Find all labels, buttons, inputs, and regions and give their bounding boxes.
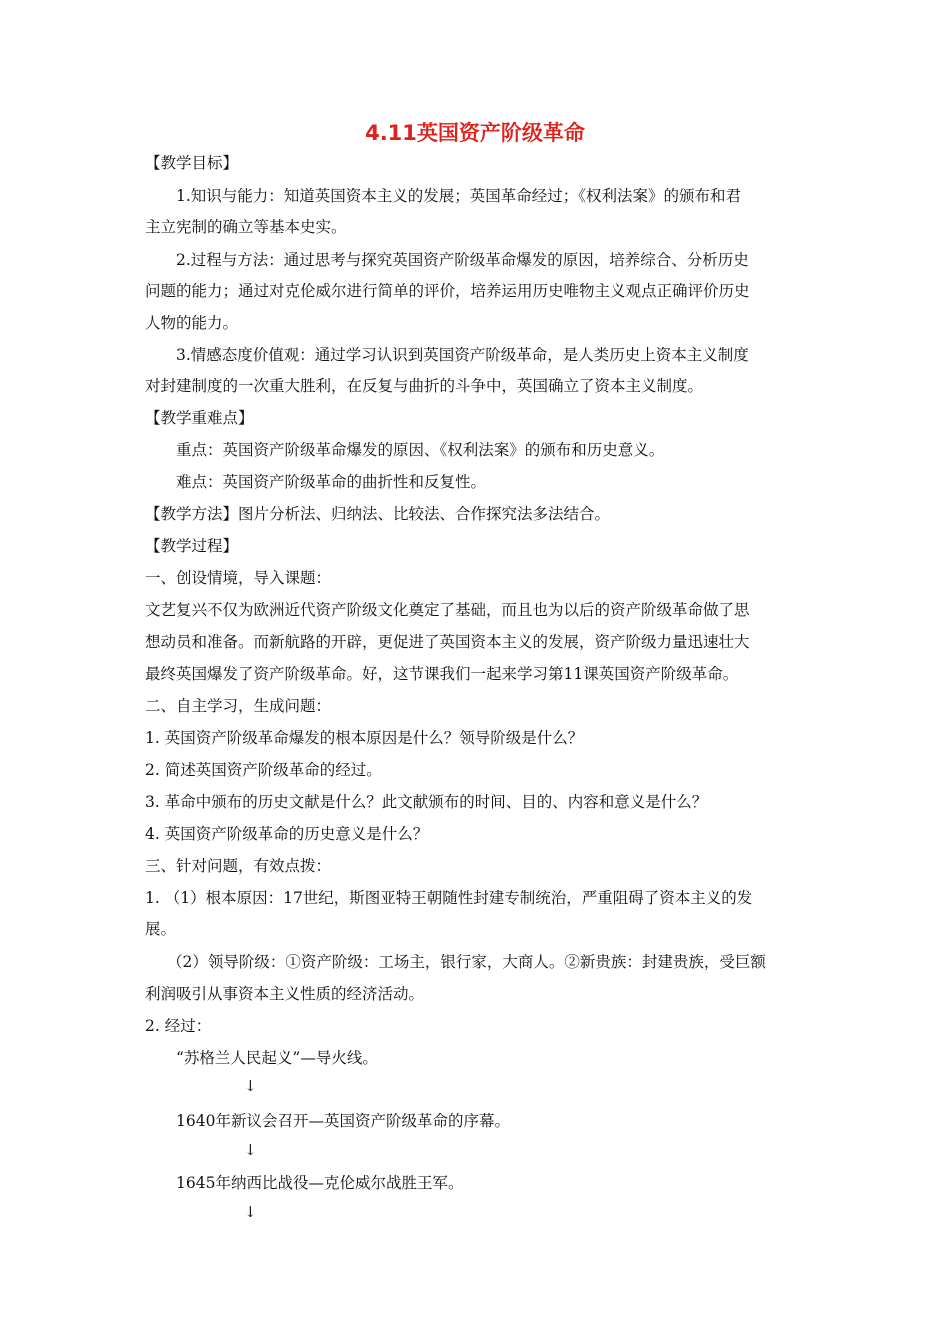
paragraph-line: （2）领导阶级：①资产阶级：工场主，银行家，大商人。②新贵族：封建贵族，受巨额: [167, 953, 766, 971]
heading-objectives: 【教学目标】: [145, 154, 239, 172]
paragraph-line: 对封建制度的一次重大胜利，在反复与曲折的斗争中，英国确立了资本主义制度。: [145, 377, 704, 395]
down-arrow-icon: ↓: [244, 1141, 257, 1159]
list-item: 2. 简述英国资产阶级革命的经过。: [145, 761, 382, 779]
section-heading: 一、创设情境，导入课题：: [145, 569, 332, 587]
paragraph-line: 3.情感态度价值观：通过学习认识到英国资产阶级革命，是人类历史上资本主义制度: [176, 346, 749, 364]
paragraph-line: 2.过程与方法：通过思考与探究英国资产阶级革命爆发的原因，培养综合、分析历史: [176, 251, 749, 269]
down-arrow-icon: ↓: [244, 1203, 257, 1221]
down-arrow-icon: ↓: [244, 1077, 257, 1095]
heading-methods: 【教学方法】图片分析法、归纳法、比较法、合作探究法多法结合。: [145, 505, 611, 523]
document-title: 4.11英国资产阶级革命: [365, 121, 585, 145]
paragraph-line: 主立宪制的确立等基本史实。: [145, 218, 347, 236]
section-heading: 二、自主学习，生成问题：: [145, 697, 332, 715]
list-item: 3. 革命中颁布的历史文献是什么？此文献颁布的时间、目的、内容和意义是什么？: [145, 793, 708, 811]
heading-process: 【教学过程】: [145, 537, 239, 555]
heading-key-points: 【教学重难点】: [145, 409, 254, 427]
paragraph-line: 人物的能力。: [145, 314, 239, 332]
paragraph-line: 利润吸引从事资本主义性质的经济活动。: [145, 985, 425, 1003]
flow-step: “苏格兰人民起义”—导火线。: [176, 1049, 378, 1067]
paragraph-line: 文艺复兴不仅为欧洲近代资产阶级文化奠定了基础，而且也为以后的资产阶级革命做了思: [145, 601, 750, 619]
flow-step: 1640年新议会召开—英国资产阶级革命的序幕。: [176, 1112, 510, 1130]
flow-step: 1645年纳西比战役—克伦威尔战胜王军。: [176, 1174, 464, 1192]
paragraph-line: 最终英国爆发了资产阶级革命。好，这节课我们一起来学习第11课英国资产阶级革命。: [145, 665, 739, 683]
list-item: 4. 英国资产阶级革命的历史意义是什么？: [145, 825, 429, 843]
paragraph-line: 展。: [145, 920, 177, 938]
paragraph-line: 1. （1）根本原因：17世纪，斯图亚特王朝随性封建专制统治，严重阻碍了资本主义的发: [145, 889, 753, 907]
paragraph-line: 重点：英国资产阶级革命爆发的原因、《权利法案》的颁布和历史意义。: [176, 441, 665, 459]
list-item: 2. 经过：: [145, 1017, 212, 1035]
paragraph-line: 想动员和准备。而新航路的开辟，更促进了英国资本主义的发展，资产阶级力量迅速壮大: [145, 633, 750, 651]
paragraph-line: 1.知识与能力：知道英国资本主义的发展；英国革命经过；《权利法案》的颁布和君: [176, 187, 742, 205]
list-item: 1. 英国资产阶级革命爆发的根本原因是什么？领导阶级是什么？: [145, 729, 584, 747]
paragraph-line: 问题的能力；通过对克伦威尔进行简单的评价，培养运用历史唯物主义观点正确评价历史: [145, 282, 750, 300]
section-heading: 三、针对问题，有效点拨：: [145, 857, 332, 875]
paragraph-line: 难点：英国资产阶级革命的曲折性和反复性。: [176, 473, 487, 491]
